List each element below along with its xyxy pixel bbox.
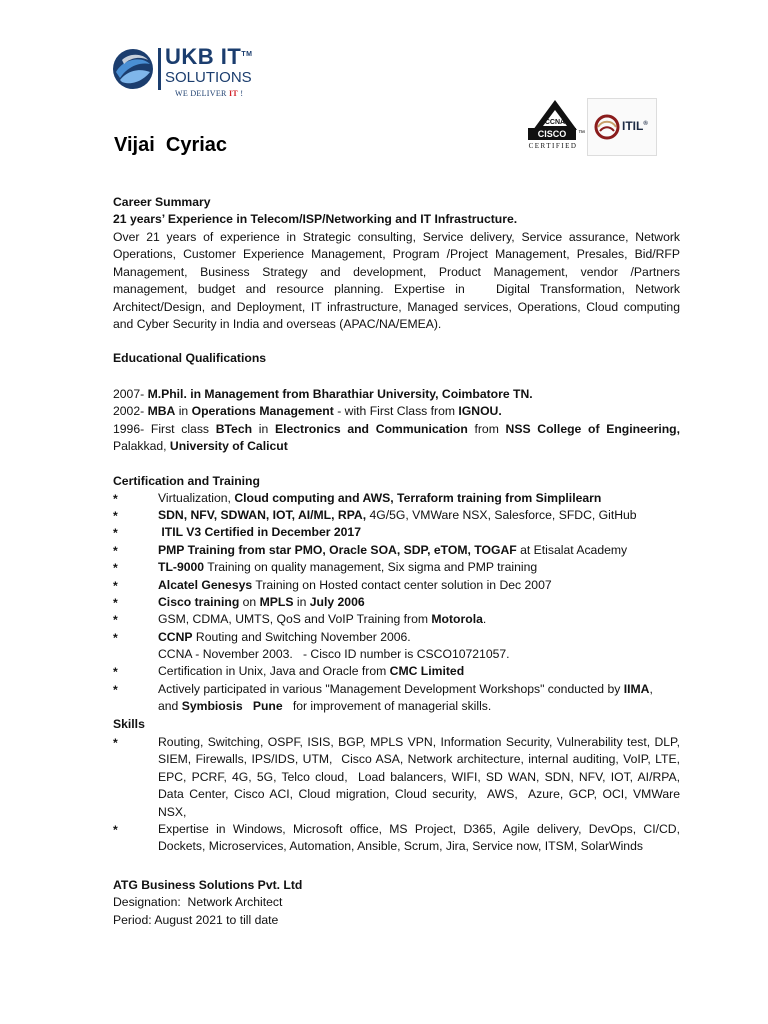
cert-item-pmp: PMP Training from star PMO, Oracle SOA, SDP, eTOM, TOGAF at Etisalat Academy <box>158 543 628 557</box>
career-paragraph: Over 21 years of experience in Strategic consulting, Service delivery, Service assurance, Network Operations, Customer Experience Management, Program /Project Management, Presales, Bid/RFP Management, Business Strategy and development, Product Management, vendor /Partners management, budget and resource planning. Expertise in Digital Transformation, Network Architect/Design, and Deployment, IT infrastructure, Managed services, Operations, Cloud computing and Cyber Security in India and overseas (APAC/NA/EMEA). <box>113 230 684 332</box>
bullet: * <box>113 596 118 610</box>
cert-item-cloud: Virtualization, Cloud computing and AWS, Terraform training from Simplilearn <box>158 491 602 505</box>
logo-company-line2: SOLUTIONS <box>165 69 252 86</box>
education-item-btech: 1996- First class BTech in Electronics and Communication from NSS College of Engineering, Palakkad, University of Calicut <box>113 422 681 454</box>
cert-item-ccna: CCNA - November 2003. - Cisco ID number is CSCO10721057. <box>158 647 510 661</box>
cert-item-ccnp: CCNP Routing and Switching November 2006. <box>158 630 411 644</box>
itil-label: ITIL® <box>622 119 648 133</box>
career-headline: 21 years’ Experience in Telecom/ISP/Networking and IT Infrastructure. <box>113 212 518 226</box>
bullet: * <box>113 544 118 558</box>
bullet: * <box>113 492 118 506</box>
designation: Designation: Network Architect <box>113 895 283 909</box>
skills-item-networking: Routing, Switching, OSPF, ISIS, BGP, MPLS VPN, Information Security, Vulnerability test, DLP, SIEM, Firewalls, IPS/IDS, UTM, Cisco ASA, Network architecture, internal auditing, VoIP, LTE, EPC, PCRF, 4G, 5G, Telco cloud, Load balancers, WIFI, SD WAN, SDN, NFV, IOT, AI/RPA, Data Center, Cisco ACI, Cloud migration, Cloud security, AWS, Azure, GCP, OCI, VMWare NSX, <box>158 735 687 819</box>
cert-item-gsm: GSM, CDMA, UMTS, QoS and VoIP Training from Motorola. <box>158 612 487 626</box>
certified-label: CERTIFIED <box>528 142 578 150</box>
bullet: * <box>113 683 118 697</box>
education-item-mba: 2002- MBA in Operations Management - with First Class from IGNOU. <box>113 404 502 418</box>
bullet: * <box>113 509 118 523</box>
cert-item-sdn: SDN, NFV, SDWAN, IOT, AI/ML, RPA, 4G/5G, VMWare NSX, Salesforce, SFDC, GitHub <box>158 508 637 522</box>
cisco-tm: ™ <box>578 130 585 137</box>
logo-tagline: WE DELIVER IT ! <box>175 89 244 98</box>
employer-name: ATG Business Solutions Pvt. Ltd <box>113 878 303 892</box>
bullet: * <box>113 579 118 593</box>
bullet: * <box>113 561 118 575</box>
itil-swirl-icon <box>594 114 620 140</box>
cert-item-workshops: Actively participated in various "Management Development Workshops" conducted by IIMA, <box>158 682 653 696</box>
ccna-label: CCNA <box>544 119 566 126</box>
education-item-mphil: 2007- M.Phil. in Management from Bharathiar University, Coimbatore TN. <box>113 387 533 401</box>
logo-trademark: TM <box>241 51 253 58</box>
candidate-name: Vijai Cyriac <box>114 134 228 156</box>
education-heading: Educational Qualifications <box>113 351 267 365</box>
bullet: * <box>113 613 118 627</box>
skills-heading: Skills <box>113 717 145 731</box>
employment-period: Period: August 2021 to till date <box>113 913 279 927</box>
cert-item-mpls: Cisco training on MPLS in July 2006 <box>158 595 365 609</box>
ccna-cisco-badge <box>520 100 590 156</box>
globe-swirl-icon <box>110 46 156 92</box>
career-summary-heading: Career Summary <box>113 195 211 209</box>
bullet: * <box>113 736 118 750</box>
cert-item-cmc: Certification in Unix, Java and Oracle from CMC Limited <box>158 664 465 678</box>
logo-company-line1: UKB IT™ <box>165 44 253 69</box>
company-logo <box>110 44 270 104</box>
bullet: * <box>113 665 118 679</box>
cisco-label: CISCO <box>528 128 576 140</box>
cert-item-genesys: Alcatel Genesys Training on Hosted contact center solution in Dec 2007 <box>158 578 552 592</box>
cert-item-itil: ITIL V3 Certified in December 2017 <box>158 525 361 539</box>
bullet: * <box>113 631 118 645</box>
cert-item-tl9000: TL-9000 Training on quality management, Six sigma and PMP training <box>158 560 538 574</box>
itil-badge <box>587 98 657 156</box>
skills-item-tools: Expertise in Windows, Microsoft office, MS Project, D365, Agile delivery, DevOps, CI/CD, Dockets, Microservices, Automation, Ansible, Scrum, Jira, Service now, ITSM, SolarWinds <box>158 822 680 854</box>
bullet: * <box>113 823 118 837</box>
cert-item-workshops-line2: and Symbiosis Pune for improvement of managerial skills. <box>158 699 492 713</box>
certification-heading: Certification and Training <box>113 474 260 488</box>
bullet: * <box>113 526 118 540</box>
